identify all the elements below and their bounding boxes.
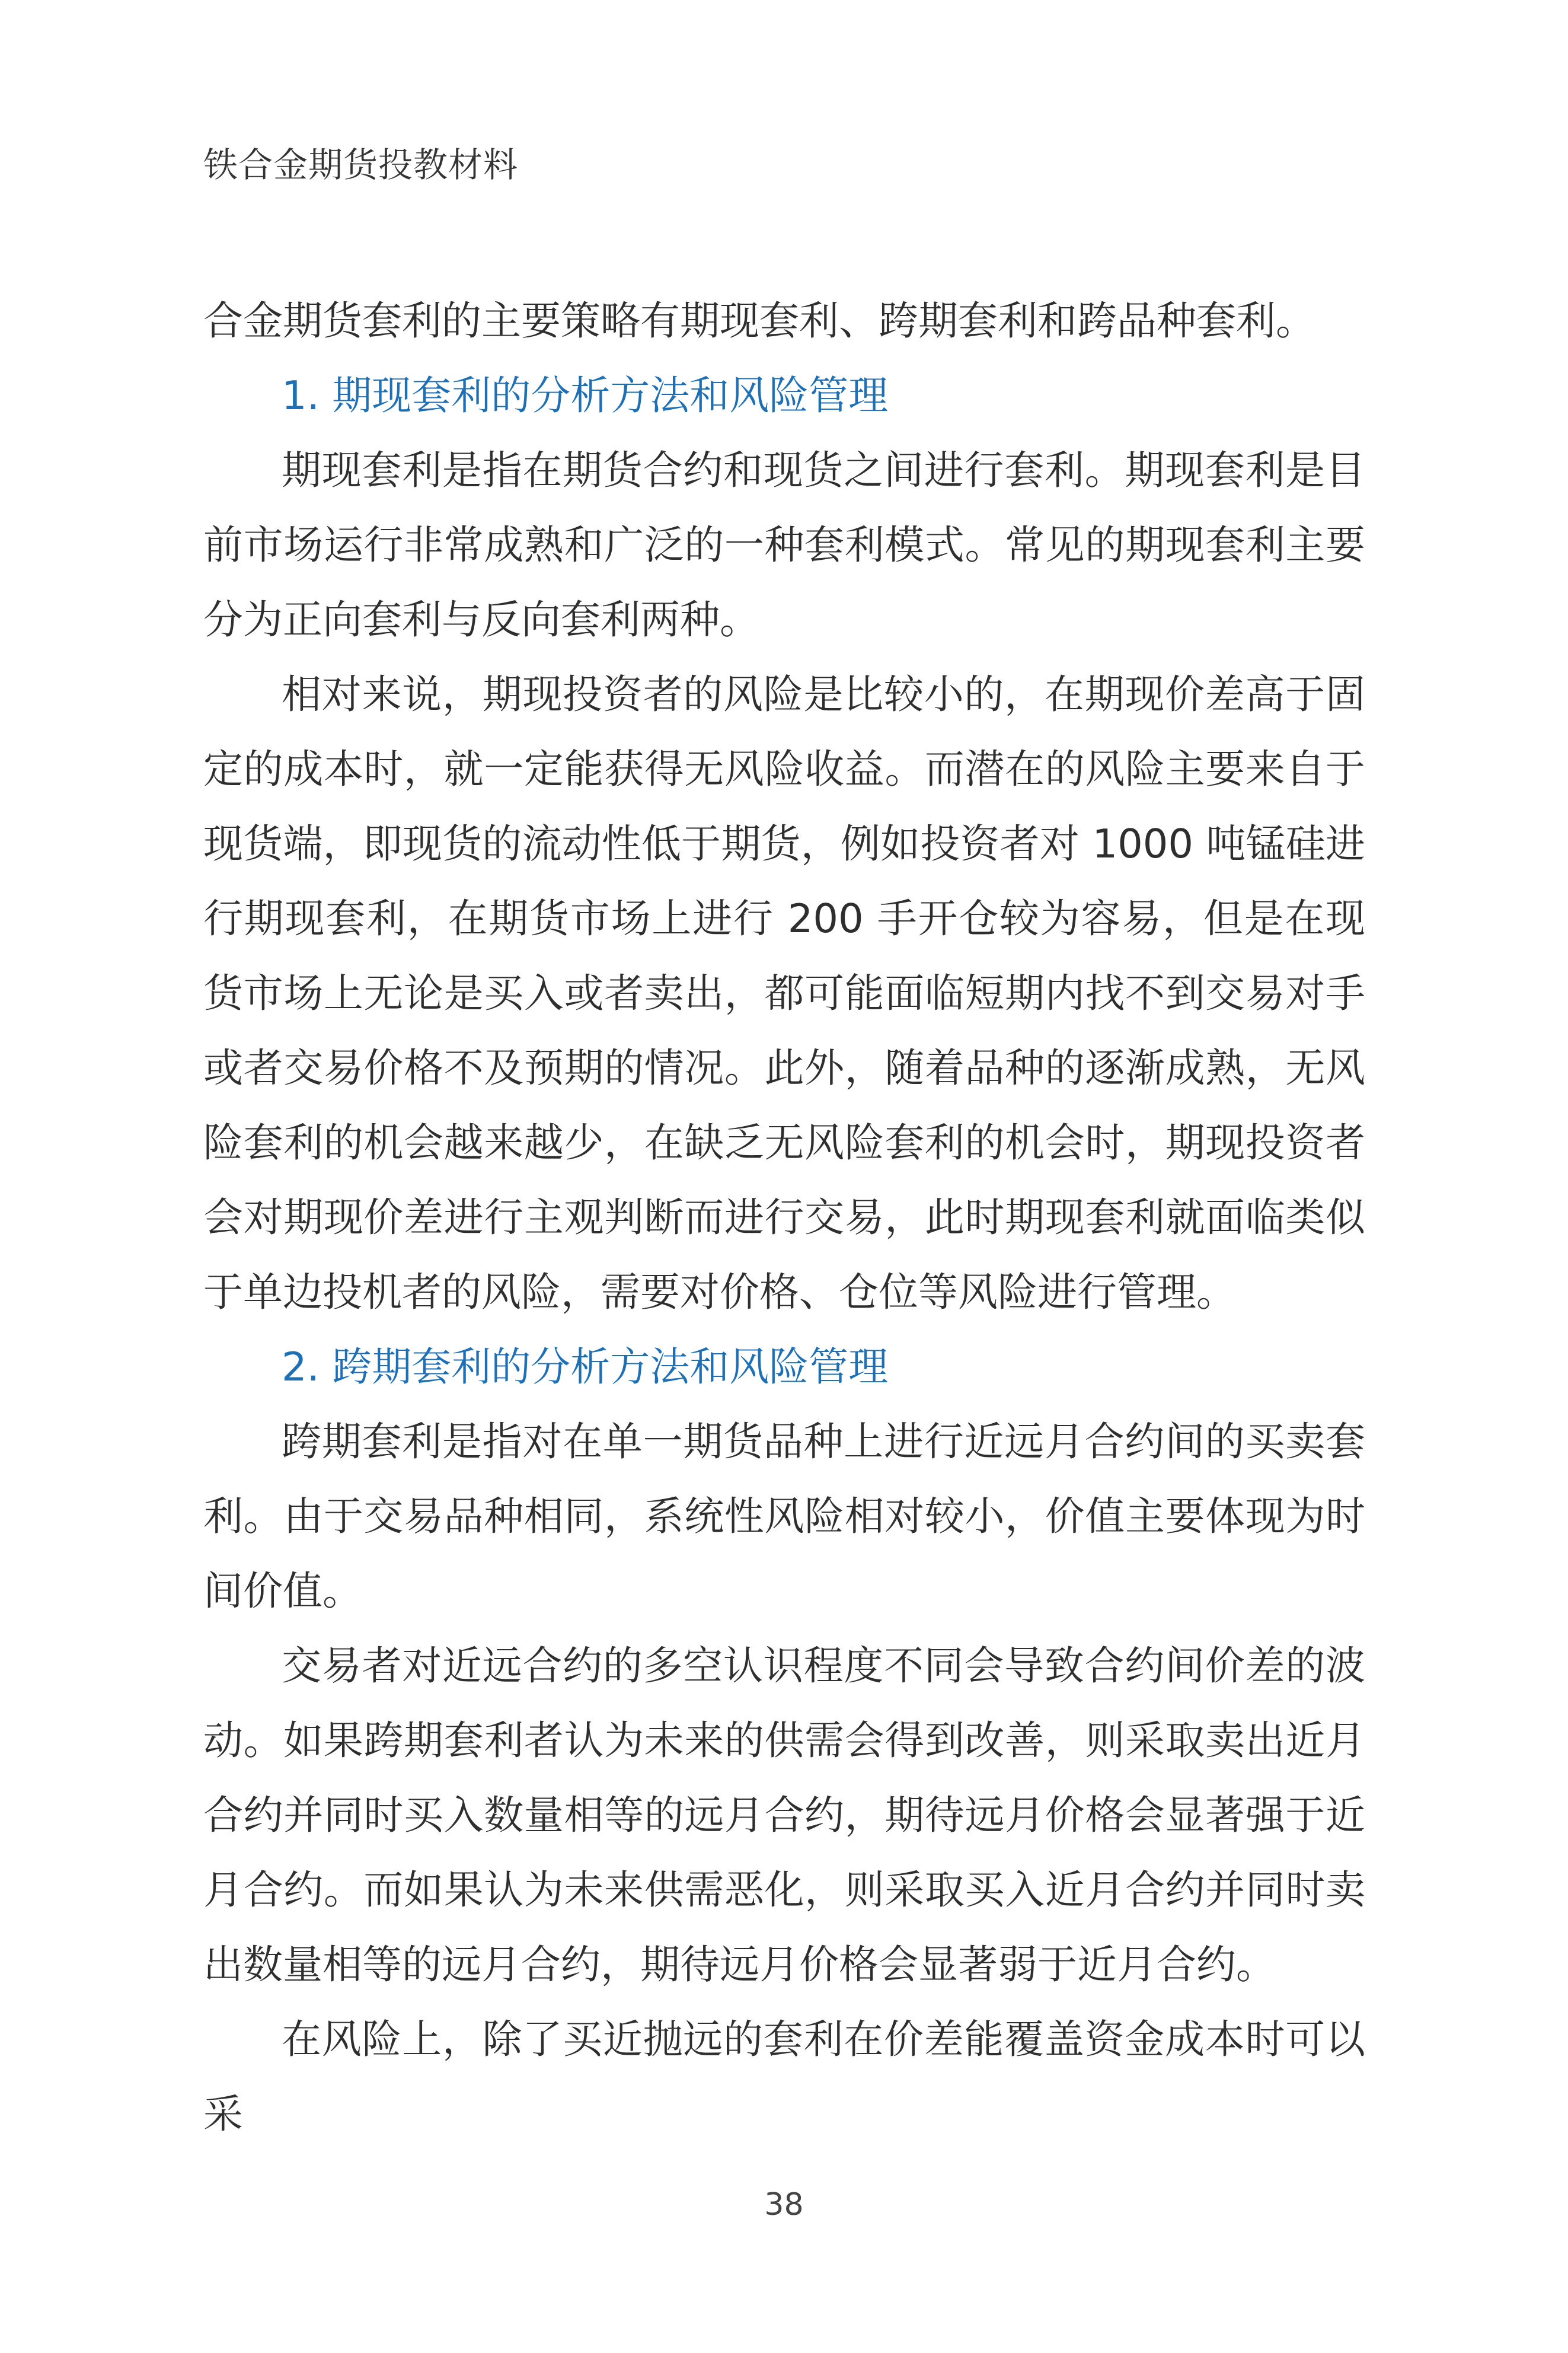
section1-paragraph-2: 相对来说，期现投资者的风险是比较小的，在期现价差高于固定的成本时，就一定能获得无风险收益。而潜在的风险主要来自于现货端，即现货的流动性低于期货，例如投资者对 1000 吨锰硅进行期现套利，在期货市场上进行 200 手开仓较为容易，但是在现货市场上无论是买入或者卖出，都可能面临短期内找不到交易对手或者交易价格不及预期的情况。此外，随着品种的逐渐成熟，无风险套利的机会越来越少，在缺乏无风险套利的机会时，期现投资者会对期现价差进行主观判断而进行交易，此时期现套利就面临类似于单边投机者的风险，需要对价格、仓位等风险进行管理。 xyxy=(203,671,1365,1315)
section-heading-1: 1. 期现套利的分析方法和风险管理 xyxy=(282,372,889,419)
section1-paragraph-1: 期现套利是指在期货合约和现货之间进行套利。期现套利是目前市场运行非常成熟和广泛的一种套利模式。常见的期现套利主要分为正向套利与反向套利两种。 xyxy=(203,447,1365,643)
section2-paragraph-2: 交易者对近远合约的多空认识程度不同会导致合约间价差的波动。如果跨期套利者认为未来的供需会得到改善，则采取卖出近月合约并同时买入数量相等的远月合约，期待远月价格会显著强于近月合约。而如果认为未来供需恶化，则采取买入近月合约并同时卖出数量相等的远月合约，期待远月价格会显著弱于近月合约。 xyxy=(203,1643,1365,1988)
section-heading-2: 2. 跨期套利的分析方法和风险管理 xyxy=(282,1344,889,1390)
running-header: 铁合金期货投教材料 xyxy=(203,145,519,185)
page-number: 38 xyxy=(764,2187,804,2223)
intro-paragraph: 合金期货套利的主要策略有期现套利、跨期套利和跨品种套利。 xyxy=(203,298,1315,344)
section2-paragraph-1: 跨期套利是指对在单一期货品种上进行近远月合约间的买卖套利。由于交易品种相同，系统性风险相对较小，价值主要体现为时间价值。 xyxy=(203,1418,1365,1614)
body-text xyxy=(203,283,1365,2151)
section2-paragraph-3: 在风险上，除了买近抛远的套利在价差能覆盖资金成本时可以采 xyxy=(203,2016,1365,2137)
